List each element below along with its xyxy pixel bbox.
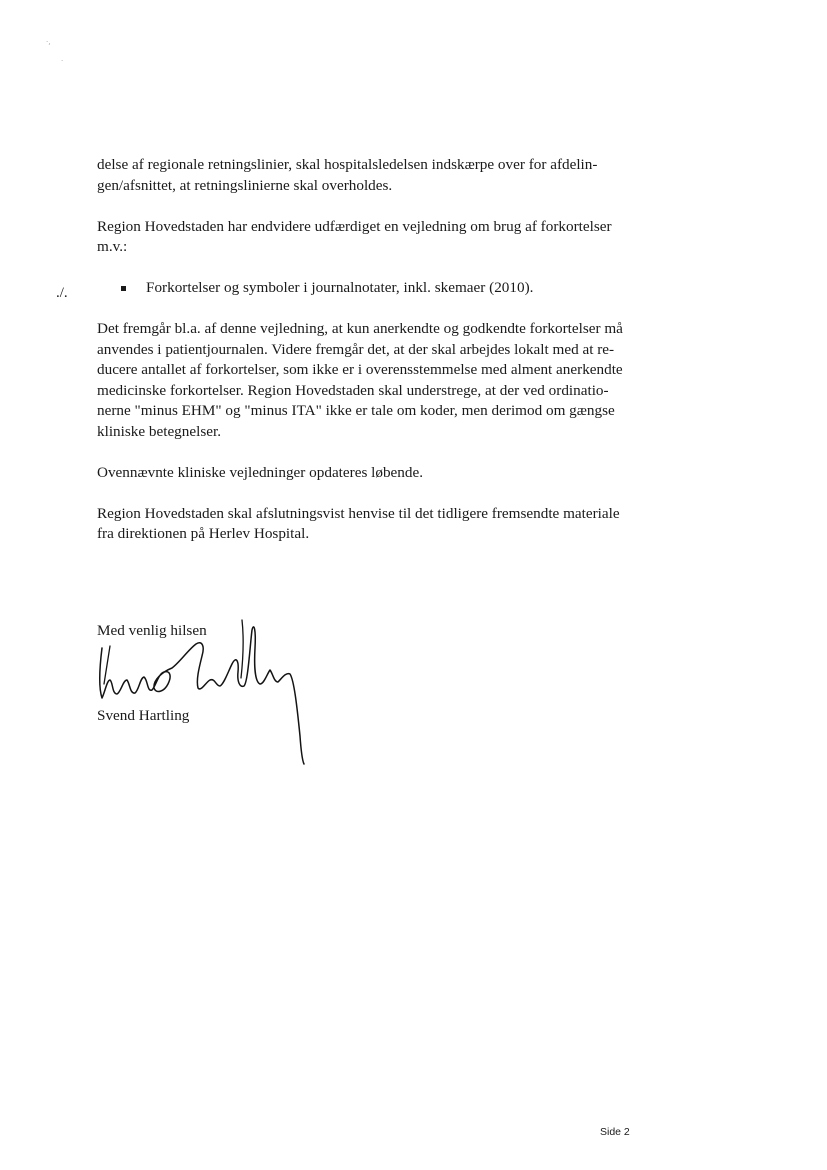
closing-salutation: Med venlig hilsen [97, 622, 207, 639]
paragraph-2 [97, 217, 637, 258]
text-line: Ovennævnte kliniske vejledninger opdateres løbende. [97, 463, 424, 481]
text-line: ducere antallet af forkortelser, som ikke er i overensstemmelse med alment anerkendte [97, 361, 623, 378]
bullet-list-item [97, 278, 637, 299]
paragraph-5 [97, 504, 637, 545]
text-line: medicinske forkortelser. Region Hovedstaden skal understrege, at der ved ordinatio- [97, 381, 609, 399]
text-line: nerne "minus EHM" og "minus ITA" ikke er tale om koder, men derimod om gængse [97, 402, 615, 419]
paragraph-3 [97, 319, 637, 442]
scan-speck: · [61, 57, 64, 65]
text-line: delse af regionale retningslinier, skal hospitalsledelsen indskærpe over for afdelin- [97, 156, 598, 173]
handwritten-signature [92, 616, 317, 771]
text-line: Det fremgår bl.a. af denne vejledning, at kun anerkendte og godkendte forkortelser må [97, 320, 623, 337]
page-number: Side 2 [600, 1126, 630, 1138]
text-line: fra direktionen på Herlev Hospital. [97, 525, 310, 542]
enclosure-mark: ./. [56, 285, 68, 301]
bullet-item-text: Forkortelser og symboler i journalnotater, inkl. skemaer (2010). [146, 279, 534, 296]
scan-speck: ·, [46, 38, 51, 46]
text-line: m.v.: [97, 238, 128, 255]
text-line: Region Hovedstaden har endvidere udfærdiget en vejledning om brug af forkortelser [97, 217, 612, 235]
letter-body [97, 155, 637, 565]
signer-name: Svend Hartling [97, 707, 190, 724]
paragraph-4 [97, 463, 637, 484]
text-line: Region Hovedstaden skal afslutningsvist henvise til det tidligere fremsendte materiale [97, 504, 620, 522]
text-line: kliniske betegnelser. [97, 422, 221, 440]
text-line: anvendes i patientjournalen. Videre fremgår det, at der skal arbejdes lokalt med at re- [97, 340, 615, 358]
paragraph-1 [97, 155, 637, 196]
text-line: gen/afsnittet, at retningslinierne skal overholdes. [97, 176, 393, 194]
square-bullet-icon [121, 286, 126, 291]
